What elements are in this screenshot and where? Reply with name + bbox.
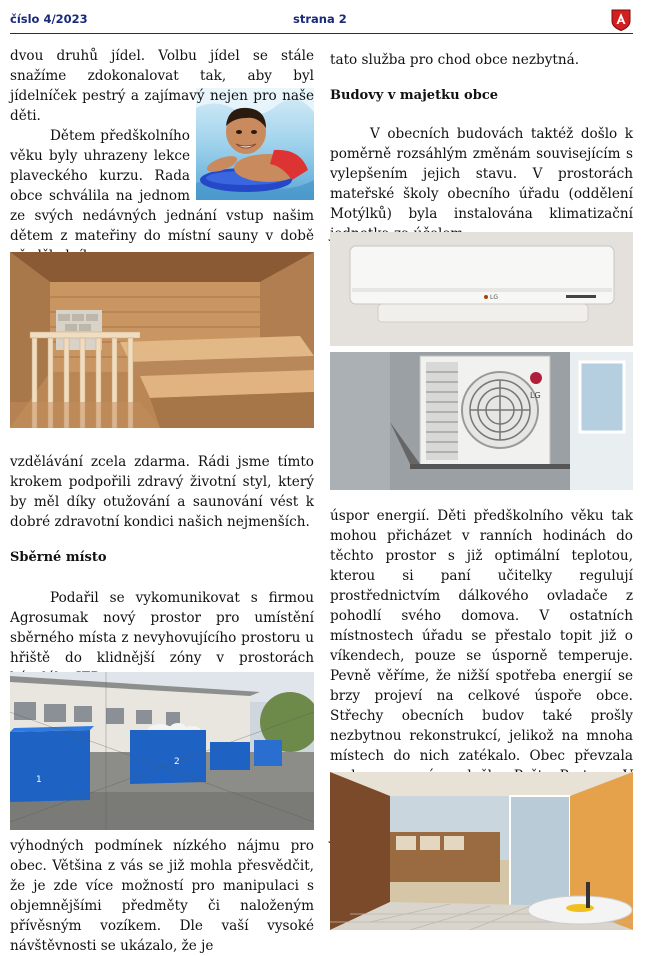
issue-number: číslo 4/2023	[10, 12, 88, 26]
paragraph-energy-savings-text: úspor energií. Děti předškolního věku tak mohou přicházet v ranních hodinách do těchto prostor s již optimální teplotou, kterou si paní učitelky regulují prostřednictvím dálkového ovladače z pohodlí svého domova. V ostatních místnostech úřadu se přestalo topit již o víkendech, pouze se úsporně temperuje. Pevně věříme, že nižší spotřeba energií se brzy projeví na celkové úspoře obce. Střechy obecních budov také prošly nezbytnou rekonstrukcí, jelikož na mnoha místech do nich zatékalo. Obec převzala	[330, 508, 633, 764]
paragraph-meals	[10, 46, 314, 126]
paragraph-buildings	[330, 124, 633, 244]
heading-collection-point: Sběrné místo	[10, 550, 107, 565]
photo-sauna	[10, 252, 314, 428]
paragraph-service-necessary-text: tato služba pro chod obce nezbytná.	[330, 52, 580, 68]
text-block-meals	[10, 46, 314, 126]
municipal-crest-icon	[611, 9, 631, 31]
photo-collection-point	[10, 672, 314, 830]
text-block-swimming	[10, 126, 314, 266]
page-number: strana 2	[293, 12, 347, 26]
ac-indoor-brand: LG	[490, 294, 498, 301]
ac-outdoor-brand: LG	[530, 391, 541, 400]
paragraph-swimming-text: Dětem předškolního věku byly uhrazeny lekce plaveckého kurzu. Rada obce schválila na jednom ze svých nedávných jednání vstup našim dětem z mateřiny do místní sauny v době	[10, 128, 314, 244]
photo-ac-indoor-unit	[330, 232, 633, 346]
paragraph-collection-end-text: výhodných podmínek nízkého nájmu pro obec. Většina z vás se již mohla přesvědčit, že je zde více možností pro manipulaci s objemnějšími předměty či naloženým přívěsným vozíkem. Dle vaší vysoké návštěvnosti se ukázalo, že je	[10, 838, 314, 954]
photo-ac-outdoor-unit	[330, 352, 633, 490]
bin-number-2: 2	[174, 757, 180, 767]
bin-number-1: 1	[36, 775, 42, 785]
paragraph-collection-text: Podařil se vykomunikovat s firmou Agrosumak nový prostor pro umístění sběrného místa z nevyhovujícího prostoru u hřiště do klidnější zóny v prostorách	[10, 590, 314, 666]
photo-post-office	[330, 772, 633, 930]
paragraph-sauna-end	[10, 452, 314, 532]
paragraph-meals-text: dvou druhů jídel. Volbu jídel se stále snažíme zdokonalovat tak, aby byl jídelníček pestrý a zajímavý nejen pro naše děti.	[10, 48, 314, 124]
page-header	[10, 9, 633, 34]
paragraph-sauna-end-text: vzdělávání zcela zdarma. Rádi jsme tímto krokem podpořili zdravý životní styl, který by měl díky otužování a saunování vést k dobré zdravotní kondici našich nejmenších.	[10, 454, 314, 530]
heading-municipal-buildings: Budovy v majetku obce	[330, 88, 499, 103]
paragraph-collection-end	[10, 836, 314, 956]
paragraph-service-necessary	[330, 50, 633, 70]
paragraph-buildings-text: V obecních budovách taktéž došlo k poměrně rozsáhlým změnám souvisejícím s vylepšením jejich stavu. V prostorách mateřské školy obecního úřadu (oddělení Motýlků) byla instalována klimatizační	[330, 126, 633, 222]
